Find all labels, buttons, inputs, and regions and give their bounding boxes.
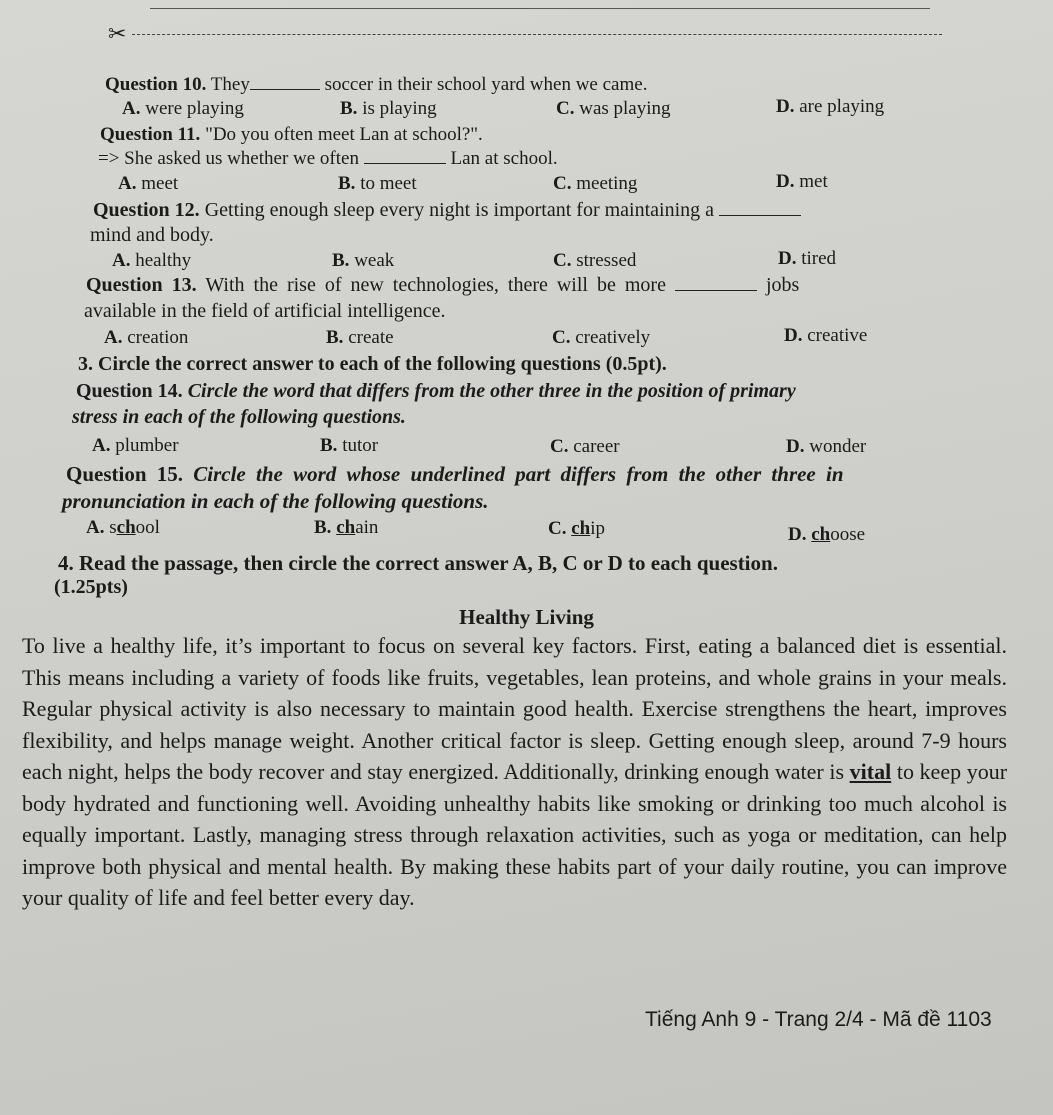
question-13-label: Question 13. — [86, 274, 197, 296]
option-b[interactable]: B. is playing — [340, 98, 437, 119]
question-14-line2: stress in each of the following questions. — [72, 406, 406, 428]
option-c[interactable]: C. creatively — [552, 327, 651, 348]
option-d[interactable]: D. tired — [778, 248, 837, 269]
section-3-heading: 3. Circle the correct answer to each of the following questions (0.5pt). — [78, 353, 667, 375]
option-b[interactable]: B. create — [326, 327, 394, 348]
option-c[interactable]: C. meeting — [553, 173, 638, 194]
option-a[interactable]: A. were playing — [122, 98, 244, 119]
option-d[interactable]: D. choose — [788, 524, 866, 545]
option-a[interactable]: A. plumber — [92, 435, 179, 456]
question-11-stem: Question 11. "Do you often meet Lan at school?". — [100, 124, 483, 145]
answer-blank — [250, 88, 320, 90]
option-c[interactable]: C. was playing — [556, 98, 671, 119]
top-border — [150, 8, 930, 9]
cut-line — [132, 34, 942, 35]
option-b[interactable]: B. weak — [332, 250, 395, 271]
option-b[interactable]: B. chain — [314, 517, 379, 538]
scissors-icon: ✂ — [108, 22, 127, 47]
option-d[interactable]: D. met — [776, 171, 828, 192]
question-13-line2: available in the field of artificial intelligence. — [84, 300, 446, 322]
option-c[interactable]: C. chip — [548, 518, 606, 539]
question-15-stem: Question 15. Circle the word whose underlined part differs from the other three in — [66, 462, 844, 486]
passage-title: Healthy Living — [459, 605, 594, 629]
question-10-label: Question 10. — [105, 74, 207, 95]
question-14-stem: Question 14. Circle the word that differs from the other three in the position of primary — [76, 380, 796, 402]
option-a[interactable]: A. meet — [118, 173, 179, 194]
question-14-label: Question 14. — [76, 380, 183, 402]
option-c[interactable]: C. stressed — [553, 250, 637, 271]
page-footer: Tiếng Anh 9 - Trang 2/4 - Mã đề 1103 — [645, 1008, 992, 1031]
section-4-heading: 4. Read the passage, then circle the correct answer A, B, C or D to each question. — [58, 551, 778, 575]
question-15-line2: pronunciation in each of the following questions. — [62, 489, 489, 513]
section-4-points: (1.25pts) — [54, 576, 128, 598]
question-12-line2: mind and body. — [90, 224, 214, 246]
question-11-label: Question 11. — [100, 124, 201, 145]
option-b[interactable]: B. tutor — [320, 435, 379, 456]
reading-passage: To live a healthy life, it’s important to focus on several key factors. First, eating a balanced diet is essential. This means including a variety of foods like fruits, vegetables, lean proteins, and whole grains in your meals. Regular physical activity is also necessary to maintain good health. Exercise strengthens the heart, improves flexibility, and helps manage weight. Another critical factor is sleep. Getting enough sleep, around 7-9 hours each night, helps the body recover and stay energized. Additionally, drinking enough water is vital to keep your body hydrated and functioning well. Avoiding unhealthy habits like smoking or drinking too much alcohol is equally important. Lastly, managing stress through relaxation activities, such as yoga or meditation, can help improve both physical and mental health. By making these habits part of your daily routine, you can improve your quality of life and feel better every day. — [22, 633, 1008, 910]
option-d[interactable]: D. wonder — [786, 436, 867, 457]
question-12-label: Question 12. — [93, 199, 200, 221]
answer-blank — [675, 289, 757, 291]
option-b[interactable]: B. to meet — [338, 173, 417, 194]
answer-blank — [719, 214, 801, 216]
option-d[interactable]: D. creative — [784, 325, 868, 346]
question-12-stem: Question 12. Getting enough sleep every night is important for maintaining a — [93, 199, 801, 222]
option-a[interactable]: A. creation — [104, 327, 189, 348]
answer-blank — [364, 162, 446, 164]
question-11-line2: => She asked us whether we often Lan at school. — [98, 148, 558, 169]
option-d[interactable]: D. are playing — [776, 96, 885, 117]
option-a[interactable]: A. healthy — [112, 250, 192, 271]
question-15-label: Question 15. — [66, 462, 184, 486]
question-13-stem: Question 13. With the rise of new technologies, there will be more jobs — [86, 274, 800, 296]
option-c[interactable]: C. career — [550, 436, 620, 457]
underlined-word: vital — [849, 759, 892, 784]
option-a[interactable]: A. school — [86, 517, 160, 538]
question-10-stem: Question 10. They soccer in their school yard when we came. — [105, 74, 648, 95]
